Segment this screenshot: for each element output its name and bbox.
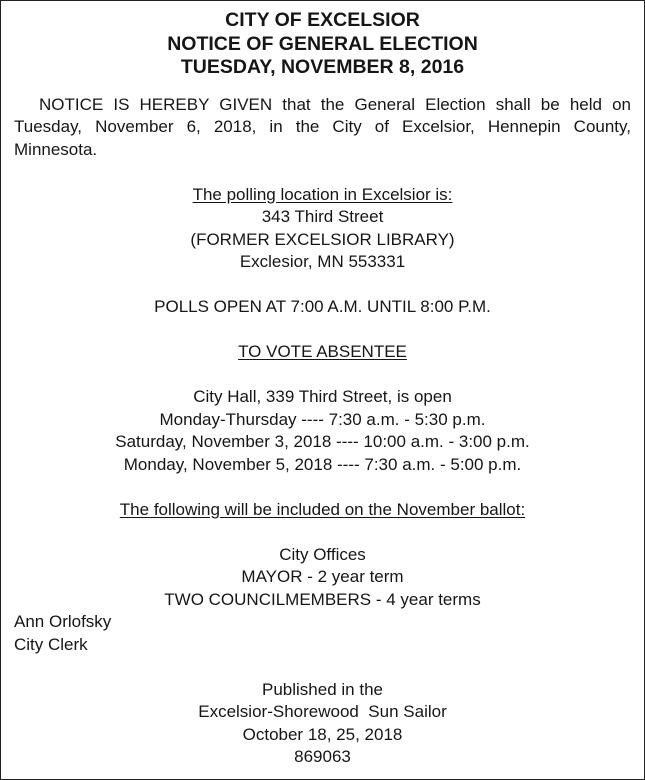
polls-hours: POLLS OPEN AT 7:00 A.M. UNTIL 8:00 P.M. [154, 297, 491, 316]
polling-heading: The polling location in Excelsior is: [192, 184, 453, 204]
absentee-heading: TO VOTE ABSENTEE [238, 342, 407, 361]
absentee-intro: City Hall, 339 Third Street, is open [193, 387, 452, 406]
publication-line: Published in the [262, 679, 383, 699]
absentee-hours-row: Monday, November 5, 2018 ---- 7:30 a.m. - 5:00 p.m. [123, 454, 522, 474]
ballot-heading: The following will be included on the November ballot: [119, 499, 526, 519]
header-city: CITY OF EXCELSIOR [225, 9, 420, 31]
notice-header [14, 9, 631, 80]
ballot-section [14, 499, 631, 612]
absentee-hours-row: Monday-Thursday ---- 7:30 a.m. - 5:30 p.m. [159, 409, 486, 429]
absentee-section [14, 341, 631, 476]
signature-title: City Clerk [14, 634, 88, 654]
polling-section [14, 184, 631, 274]
signature-name: Ann Orlofsky [14, 612, 112, 631]
signature-block [14, 611, 631, 656]
header-notice-title: NOTICE OF GENERAL ELECTION [167, 32, 478, 55]
intro-paragraph: NOTICE IS HEREBY GIVEN that the General Election shall be held on Tuesday, November 6, 2018, in the City of Excelsior, Hennepin County, Minnesota. [14, 94, 631, 159]
polling-address-street: 343 Third Street [261, 207, 384, 226]
polling-address-city: Exclesior, MN 553331 [239, 252, 406, 271]
publication-dates: October 18, 25, 2018 [242, 724, 403, 744]
ballot-item: TWO COUNCILMEMBERS - 4 year terms [164, 589, 481, 609]
publication-info [14, 679, 631, 769]
polling-address-building: (FORMER EXCELSIOR LIBRARY) [190, 229, 455, 249]
absentee-hours-row: Saturday, November 3, 2018 ---- 10:00 a.m. - 3:00 p.m. [115, 432, 530, 451]
header-date: TUESDAY, NOVEMBER 8, 2016 [180, 56, 465, 78]
ballot-item: MAYOR - 2 year term [241, 567, 404, 586]
ballot-item: City Offices [279, 544, 366, 564]
publication-paper: Excelsior-Shorewood Sun Sailor [198, 702, 447, 721]
publication-id: 869063 [294, 747, 351, 766]
